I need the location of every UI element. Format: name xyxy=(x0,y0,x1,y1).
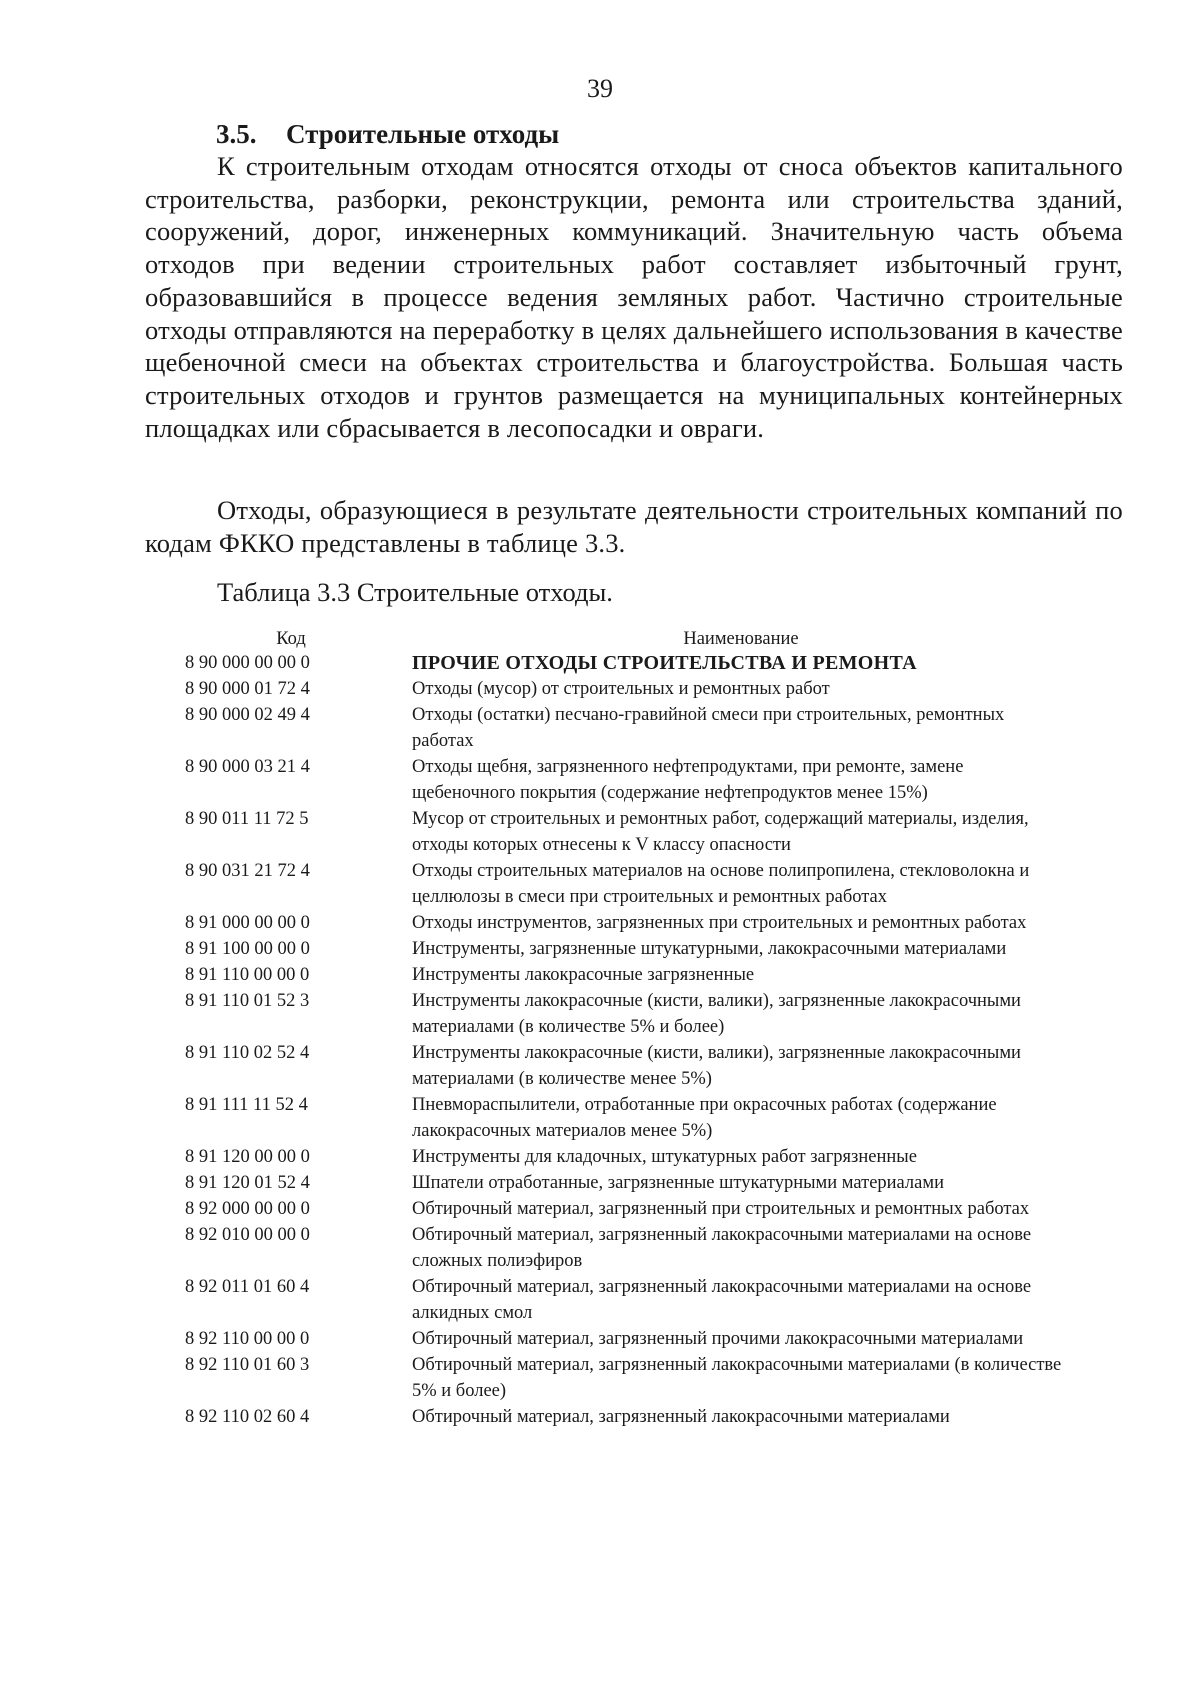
row-name: Инструменты для кладочных, штукатурных работ загрязненные xyxy=(412,1147,917,1167)
row-name: Инструменты, загрязненные штукатурными, лакокрасочными материалами xyxy=(412,939,1007,959)
table-row xyxy=(170,650,1070,676)
table-row xyxy=(170,1196,1070,1222)
waste-codes-table xyxy=(170,628,1070,1430)
table-row xyxy=(170,702,1070,754)
header-name: Наименование xyxy=(683,629,799,649)
row-code: 8 92 011 01 60 4 xyxy=(185,1277,310,1297)
row-code: 8 90 000 01 72 4 xyxy=(185,679,310,699)
row-name: Обтирочный материал, загрязненный лакокрасочными материалами xyxy=(412,1407,950,1427)
table-row xyxy=(170,806,1070,858)
row-name: Отходы (мусор) от строительных и ремонтных работ xyxy=(412,679,830,699)
row-name: Инструменты лакокрасочные (кисти, валики), загрязненные лакокрасочными материалами (в количестве 5% и более) xyxy=(412,991,1021,1037)
row-code: 8 91 111 11 52 4 xyxy=(185,1095,308,1115)
row-code: 8 91 000 00 00 0 xyxy=(185,913,310,933)
row-name: Инструменты лакокрасочные (кисти, валики), загрязненные лакокрасочными материалами (в количестве менее 5%) xyxy=(412,1043,1021,1089)
row-name: Отходы щебня, загрязненного нефтепродуктами, при ремонте, замене щебеночного покрытия (содержание нефтепродуктов менее 15%) xyxy=(412,757,964,803)
page-number: 39 xyxy=(587,74,613,103)
row-code: 8 90 000 02 49 4 xyxy=(185,705,310,725)
row-name: ПРОЧИЕ ОТХОДЫ СТРОИТЕЛЬСТВА И РЕМОНТА xyxy=(412,652,917,674)
row-code: 8 91 110 00 00 0 xyxy=(185,965,310,985)
table-row xyxy=(170,676,1070,702)
table-row xyxy=(170,910,1070,936)
row-name: Мусор от строительных и ремонтных работ, содержащий материалы, изделия, отходы которых отнесены к V классу опасности xyxy=(412,809,1029,855)
table-body xyxy=(170,650,1070,1430)
section-heading xyxy=(216,118,559,150)
table-row xyxy=(170,962,1070,988)
row-name: Обтирочный материал, загрязненный лакокрасочными материалами (в количестве 5% и более) xyxy=(412,1355,1062,1401)
table-row xyxy=(170,1170,1070,1196)
table-row xyxy=(170,1144,1070,1170)
table-header-row xyxy=(170,628,1070,650)
section-title: Строительные отходы xyxy=(286,119,560,149)
row-name: Обтирочный материал, загрязненный прочими лакокрасочными материалами xyxy=(412,1329,1024,1349)
row-name: Инструменты лакокрасочные загрязненные xyxy=(412,965,755,985)
table-row xyxy=(170,1040,1070,1092)
table-row xyxy=(170,936,1070,962)
table-row xyxy=(170,754,1070,806)
row-code: 8 91 110 02 52 4 xyxy=(185,1043,310,1063)
row-name: Обтирочный материал, загрязненный при строительных и ремонтных работах xyxy=(412,1199,1030,1219)
row-name: Отходы инструментов, загрязненных при строительных и ремонтных работах xyxy=(412,913,1027,933)
row-code: 8 91 120 01 52 4 xyxy=(185,1173,310,1193)
header-code: Код xyxy=(276,629,306,649)
row-code: 8 91 110 01 52 3 xyxy=(185,991,310,1011)
table-row xyxy=(170,1092,1070,1144)
table-row xyxy=(170,1274,1070,1326)
section-number: 3.5. xyxy=(216,119,257,149)
row-code: 8 92 000 00 00 0 xyxy=(185,1199,310,1219)
table-row xyxy=(170,1404,1070,1430)
table-row xyxy=(170,1326,1070,1352)
table-row xyxy=(170,1352,1070,1404)
row-name: Отходы (остатки) песчано-гравийной смеси при строительных, ремонтных работах xyxy=(412,705,1005,751)
row-name: Обтирочный материал, загрязненный лакокрасочными материалами на основе алкидных смол xyxy=(412,1277,1032,1323)
table-row xyxy=(170,858,1070,910)
row-name: Обтирочный материал, загрязненный лакокрасочными материалами на основе сложных полиэфиров xyxy=(412,1225,1032,1271)
row-code: 8 90 000 03 21 4 xyxy=(185,757,310,777)
row-code: 8 91 120 00 00 0 xyxy=(185,1147,310,1167)
table-caption: Таблица 3.3 Строительные отходы. xyxy=(217,577,613,607)
row-code: 8 90 000 00 00 0 xyxy=(185,653,310,673)
row-code: 8 92 110 01 60 3 xyxy=(185,1355,310,1375)
row-name: Отходы строительных материалов на основе полипропилена, стекловолокна и целлюлозы в смеси при строительных и ремонтных работах xyxy=(412,861,1030,907)
table-row xyxy=(170,988,1070,1040)
table-row xyxy=(170,1222,1070,1274)
row-code: 8 92 110 00 00 0 xyxy=(185,1329,310,1349)
row-name: Пневмораспылители, отработанные при окрасочных работах (содержание лакокрасочных материалов менее 5%) xyxy=(412,1095,997,1141)
row-code: 8 92 010 00 00 0 xyxy=(185,1225,310,1245)
row-code: 8 90 011 11 72 5 xyxy=(185,809,309,829)
row-name: Шпатели отработанные, загрязненные штукатурными материалами xyxy=(412,1173,944,1193)
row-code: 8 92 110 02 60 4 xyxy=(185,1407,310,1427)
row-code: 8 90 031 21 72 4 xyxy=(185,861,310,881)
paragraph-intro: К строительным отходам относятся отходы от сноса объектов капитального строительства, разборки, реконструкции, ремонта или строительства зданий, сооружений, дорог, инженерных коммуникаций. Значительную часть объема отходов при ведении строительных работ составляет избыточный грунт, образовавшийся в процессе ведения земляных работ. Частично строительные отходы отправляются на переработку в целях дальнейшего использования в качестве щебеночной смеси на объектах строительства и благоустройства. Большая часть строительных отходов и грунтов размещается на муниципальных контейнерных площадках или сбрасывается в лесопосадки и овраги. xyxy=(145,151,1123,443)
paragraph-table-reference: Отходы, образующиеся в результате деятельности строительных компаний по кодам ФККО представлены в таблице 3.3. xyxy=(145,495,1123,558)
row-code: 8 91 100 00 00 0 xyxy=(185,939,310,959)
